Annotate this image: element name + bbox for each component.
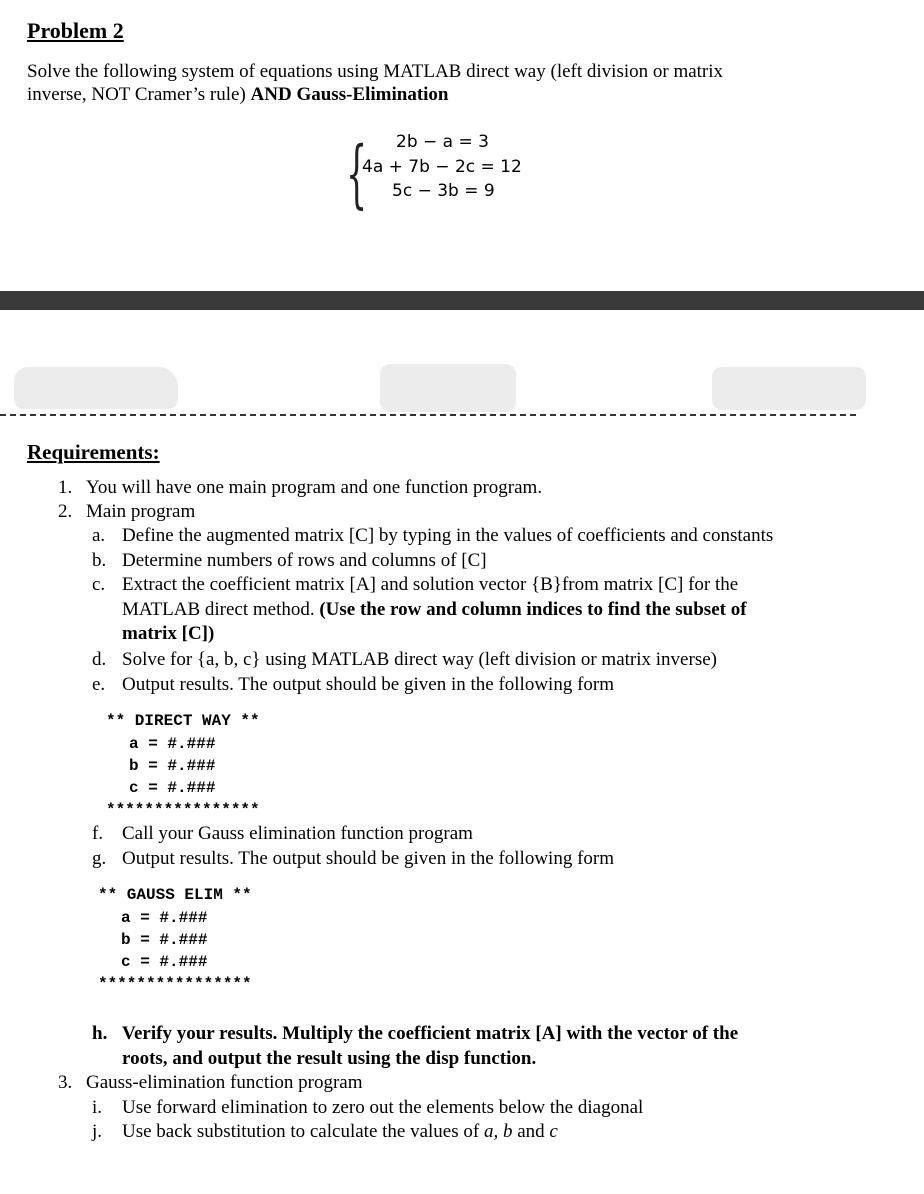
gauss-output-a-text: a = #.### [121,909,208,927]
req-2d-text: Solve for {a, b, c} using MATLAB direct way (left division or matrix inverse) [122,649,717,670]
gauss-output-footer [98,973,252,995]
equation-1: 2b − a = 3 [396,132,489,152]
direct-output-header-text: ** DIRECT WAY ** [106,712,260,730]
gauss-output-b [121,929,207,951]
req-3i-text: Use forward elimination to zero out the elements below the diagonal [122,1097,644,1118]
req-2c [92,573,738,596]
req-2h-line-2: roots, and output the result using the disp function. [122,1048,537,1069]
direct-output-footer-text: **************** [106,801,260,819]
intro-line-2 [27,83,907,106]
req-item-1-text: You will have one main program and one function program. [86,477,543,498]
req-3j [92,1120,558,1143]
req-2c-line-2-plain: MATLAB direct method. [122,599,320,620]
direct-output-c [129,777,215,799]
redacted-blob-center [380,364,516,412]
req-3i-label: i. [92,1097,103,1118]
direct-output-b-text: b = #.### [129,757,216,775]
intro-line-2-bold: AND Gauss-Elimination [250,84,449,105]
req-2g-label: g. [92,848,107,869]
req-2d [92,648,717,671]
req-2b-text: Determine numbers of rows and columns of [C] [122,550,487,571]
direct-output-a-text: a = #.### [129,735,216,753]
req-2h-label: h. [92,1023,108,1044]
req-2e-text: Output results. The output should be given in the following form [122,674,615,695]
req-2c-line-3 [122,622,214,645]
req-3j-var-b: b [502,1121,513,1142]
req-3j-text-pre: Use back substitution to calculate the values of [122,1121,484,1142]
problem-title: Problem 2 [27,18,124,43]
requirements-title: Requirements: [27,440,160,464]
req-3j-var-a: a, [483,1121,499,1142]
req-2d-label: d. [92,649,107,670]
dashed-divider [0,414,856,416]
req-2c-line-1: Extract the coefficient matrix [A] and solution vector {B}from matrix [C] for the [122,574,739,595]
intro-line-1: Solve the following system of equations using MATLAB direct way (left division or matrix [27,61,724,82]
req-2g [92,847,614,870]
req-2c-label: c. [92,574,106,595]
direct-output-b [129,755,215,777]
req-2h [92,1022,738,1045]
req-2e-label: e. [92,674,106,695]
req-3j-label: j. [92,1121,103,1142]
gauss-output-c-text: c = #.### [121,953,208,971]
gauss-output-footer-text: **************** [98,975,252,993]
redacted-blob-right [712,367,866,410]
req-2e [92,673,614,696]
req-item-2 [58,500,195,523]
req-2h-line-1: Verify your results. Multiply the coefficient matrix [A] with the vector of the [122,1023,739,1044]
req-item-3 [58,1071,363,1094]
req-3j-and: and [512,1121,550,1142]
gauss-output-header-text: ** GAUSS ELIM ** [98,886,252,904]
separator-bar [0,291,924,310]
intro-line-2-plain: inverse, NOT Cramer’s rule) [27,84,251,105]
equation-brace: { [346,131,368,217]
req-item-3-text: Gauss-elimination function program [86,1072,363,1093]
req-item-2-text: Main program [86,501,196,522]
req-2c-line-3-bold: matrix [C]) [122,623,215,644]
gauss-output-a [121,907,207,929]
gauss-output-c [121,951,207,973]
req-3i [92,1096,643,1119]
req-2g-text: Output results. The output should be given in the following form [122,848,615,869]
gauss-output-header [98,884,252,906]
req-item-1 [58,476,542,499]
req-item-2-num: 2. [58,501,73,522]
req-2a [92,524,773,547]
equation-2: 4a + 7b − 2c = 12 [362,157,522,177]
req-2f-text: Call your Gauss elimination function program [122,823,473,844]
req-item-1-num: 1. [58,477,73,498]
req-2f-label: f. [92,823,104,844]
req-2a-label: a. [92,525,106,546]
req-3j-var-c: c [549,1121,558,1142]
req-2c-line-2 [122,598,747,621]
equation-3: 5c − 3b = 9 [392,181,495,201]
direct-output-header [106,710,260,732]
req-2b-label: b. [92,550,107,571]
direct-output-footer [106,799,260,821]
redacted-blob-left [14,367,178,409]
req-2b [92,549,487,572]
direct-output-a [129,733,215,755]
req-2f [92,822,473,845]
req-2a-text: Define the augmented matrix [C] by typing in the values of coefficients and constants [122,525,774,546]
intro-paragraph [27,60,907,106]
direct-output-c-text: c = #.### [129,779,216,797]
req-item-3-num: 3. [58,1072,73,1093]
req-2c-line-2-bold: (Use the row and column indices to find the subset of [319,599,747,620]
gauss-output-b-text: b = #.### [121,931,208,949]
